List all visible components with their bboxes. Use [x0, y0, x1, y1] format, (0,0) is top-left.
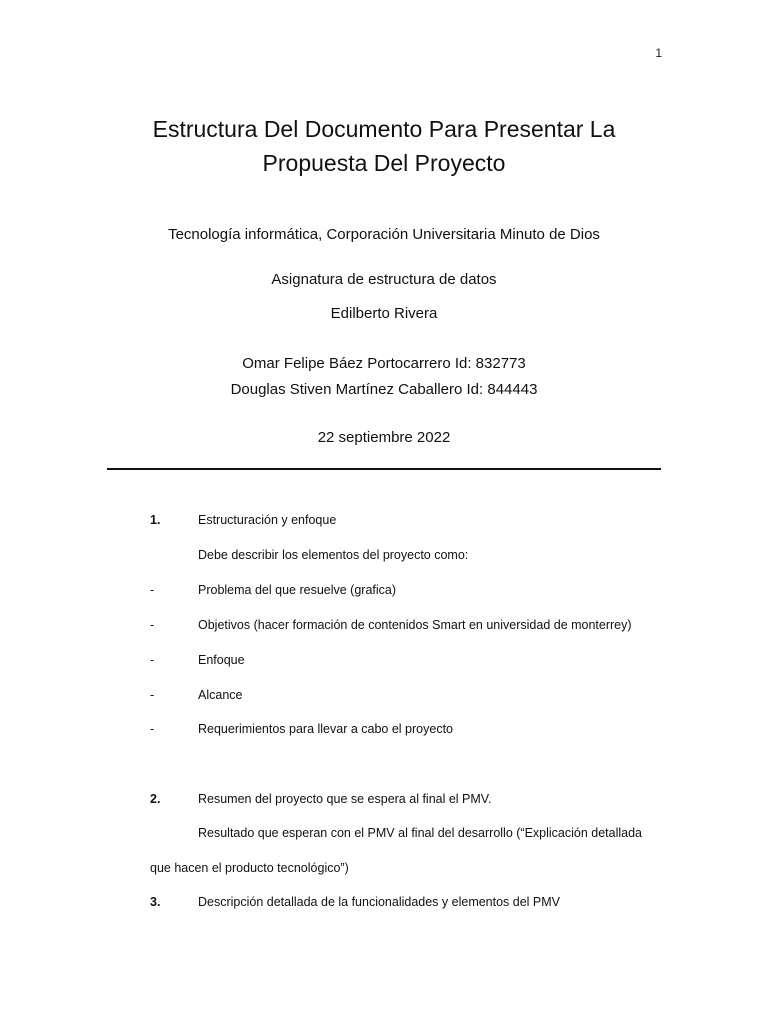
- list-item-text: Enfoque: [198, 653, 245, 667]
- page-number: 1: [655, 46, 662, 60]
- section-2-paragraph-line-1: Resultado que esperan con el PMV al final del desarrollo (“Explicación detallada: [198, 826, 643, 840]
- document-title: [0, 112, 768, 180]
- horizontal-rule: [107, 468, 661, 470]
- section-3-title: Descripción detallada de la funcionalidades y elementos del PMV: [198, 895, 561, 909]
- list-item: [150, 618, 710, 632]
- title-line-1: Estructura Del Documento Para Presentar La: [152, 116, 616, 142]
- list-item-text: Objetivos (hacer formación de contenidos Smart en universidad de monterrey): [198, 618, 632, 632]
- section-1-intro: Debe describir los elementos del proyecto como:: [198, 548, 469, 562]
- bullet-dash: -: [150, 688, 155, 702]
- bullet-dash: -: [150, 618, 155, 632]
- bullet-dash: -: [150, 653, 155, 667]
- teacher-line: Edilberto Rivera: [330, 305, 438, 322]
- author-line-2: Douglas Stiven Martínez Caballero Id: 844443: [230, 381, 538, 398]
- bullet-dash: -: [150, 722, 155, 736]
- section-2-paragraph-line-2: que hacen el producto tecnológico”): [150, 861, 349, 875]
- list-item-text: Problema del que resuelve (grafica): [198, 583, 397, 597]
- author-line-1: Omar Felipe Báez Portocarrero Id: 832773: [242, 355, 526, 372]
- section-3-number: 3.: [150, 895, 161, 909]
- section-2-heading: [150, 792, 710, 806]
- date-line: 22 septiembre 2022: [317, 429, 451, 446]
- section-2-number: 2.: [150, 792, 161, 806]
- section-1-heading: [150, 513, 710, 527]
- section-3-heading: [150, 895, 710, 909]
- bullet-dash: -: [150, 583, 155, 597]
- institution-line: Tecnología informática, Corporación Universitaria Minuto de Dios: [168, 226, 600, 243]
- section-1-title: Estructuración y enfoque: [198, 513, 337, 527]
- section-1-number: 1.: [150, 513, 161, 527]
- subject-line: Asignatura de estructura de datos: [271, 271, 497, 288]
- list-item-text: Alcance: [198, 688, 243, 702]
- list-item: [150, 653, 710, 667]
- list-item: [150, 722, 710, 736]
- list-item: [150, 583, 710, 597]
- title-line-2: Propuesta Del Proyecto: [262, 150, 506, 176]
- list-item-text: Requerimientos para llevar a cabo el proyecto: [198, 722, 453, 736]
- list-item: [150, 688, 710, 702]
- section-2-title: Resumen del proyecto que se espera al final el PMV.: [198, 792, 492, 806]
